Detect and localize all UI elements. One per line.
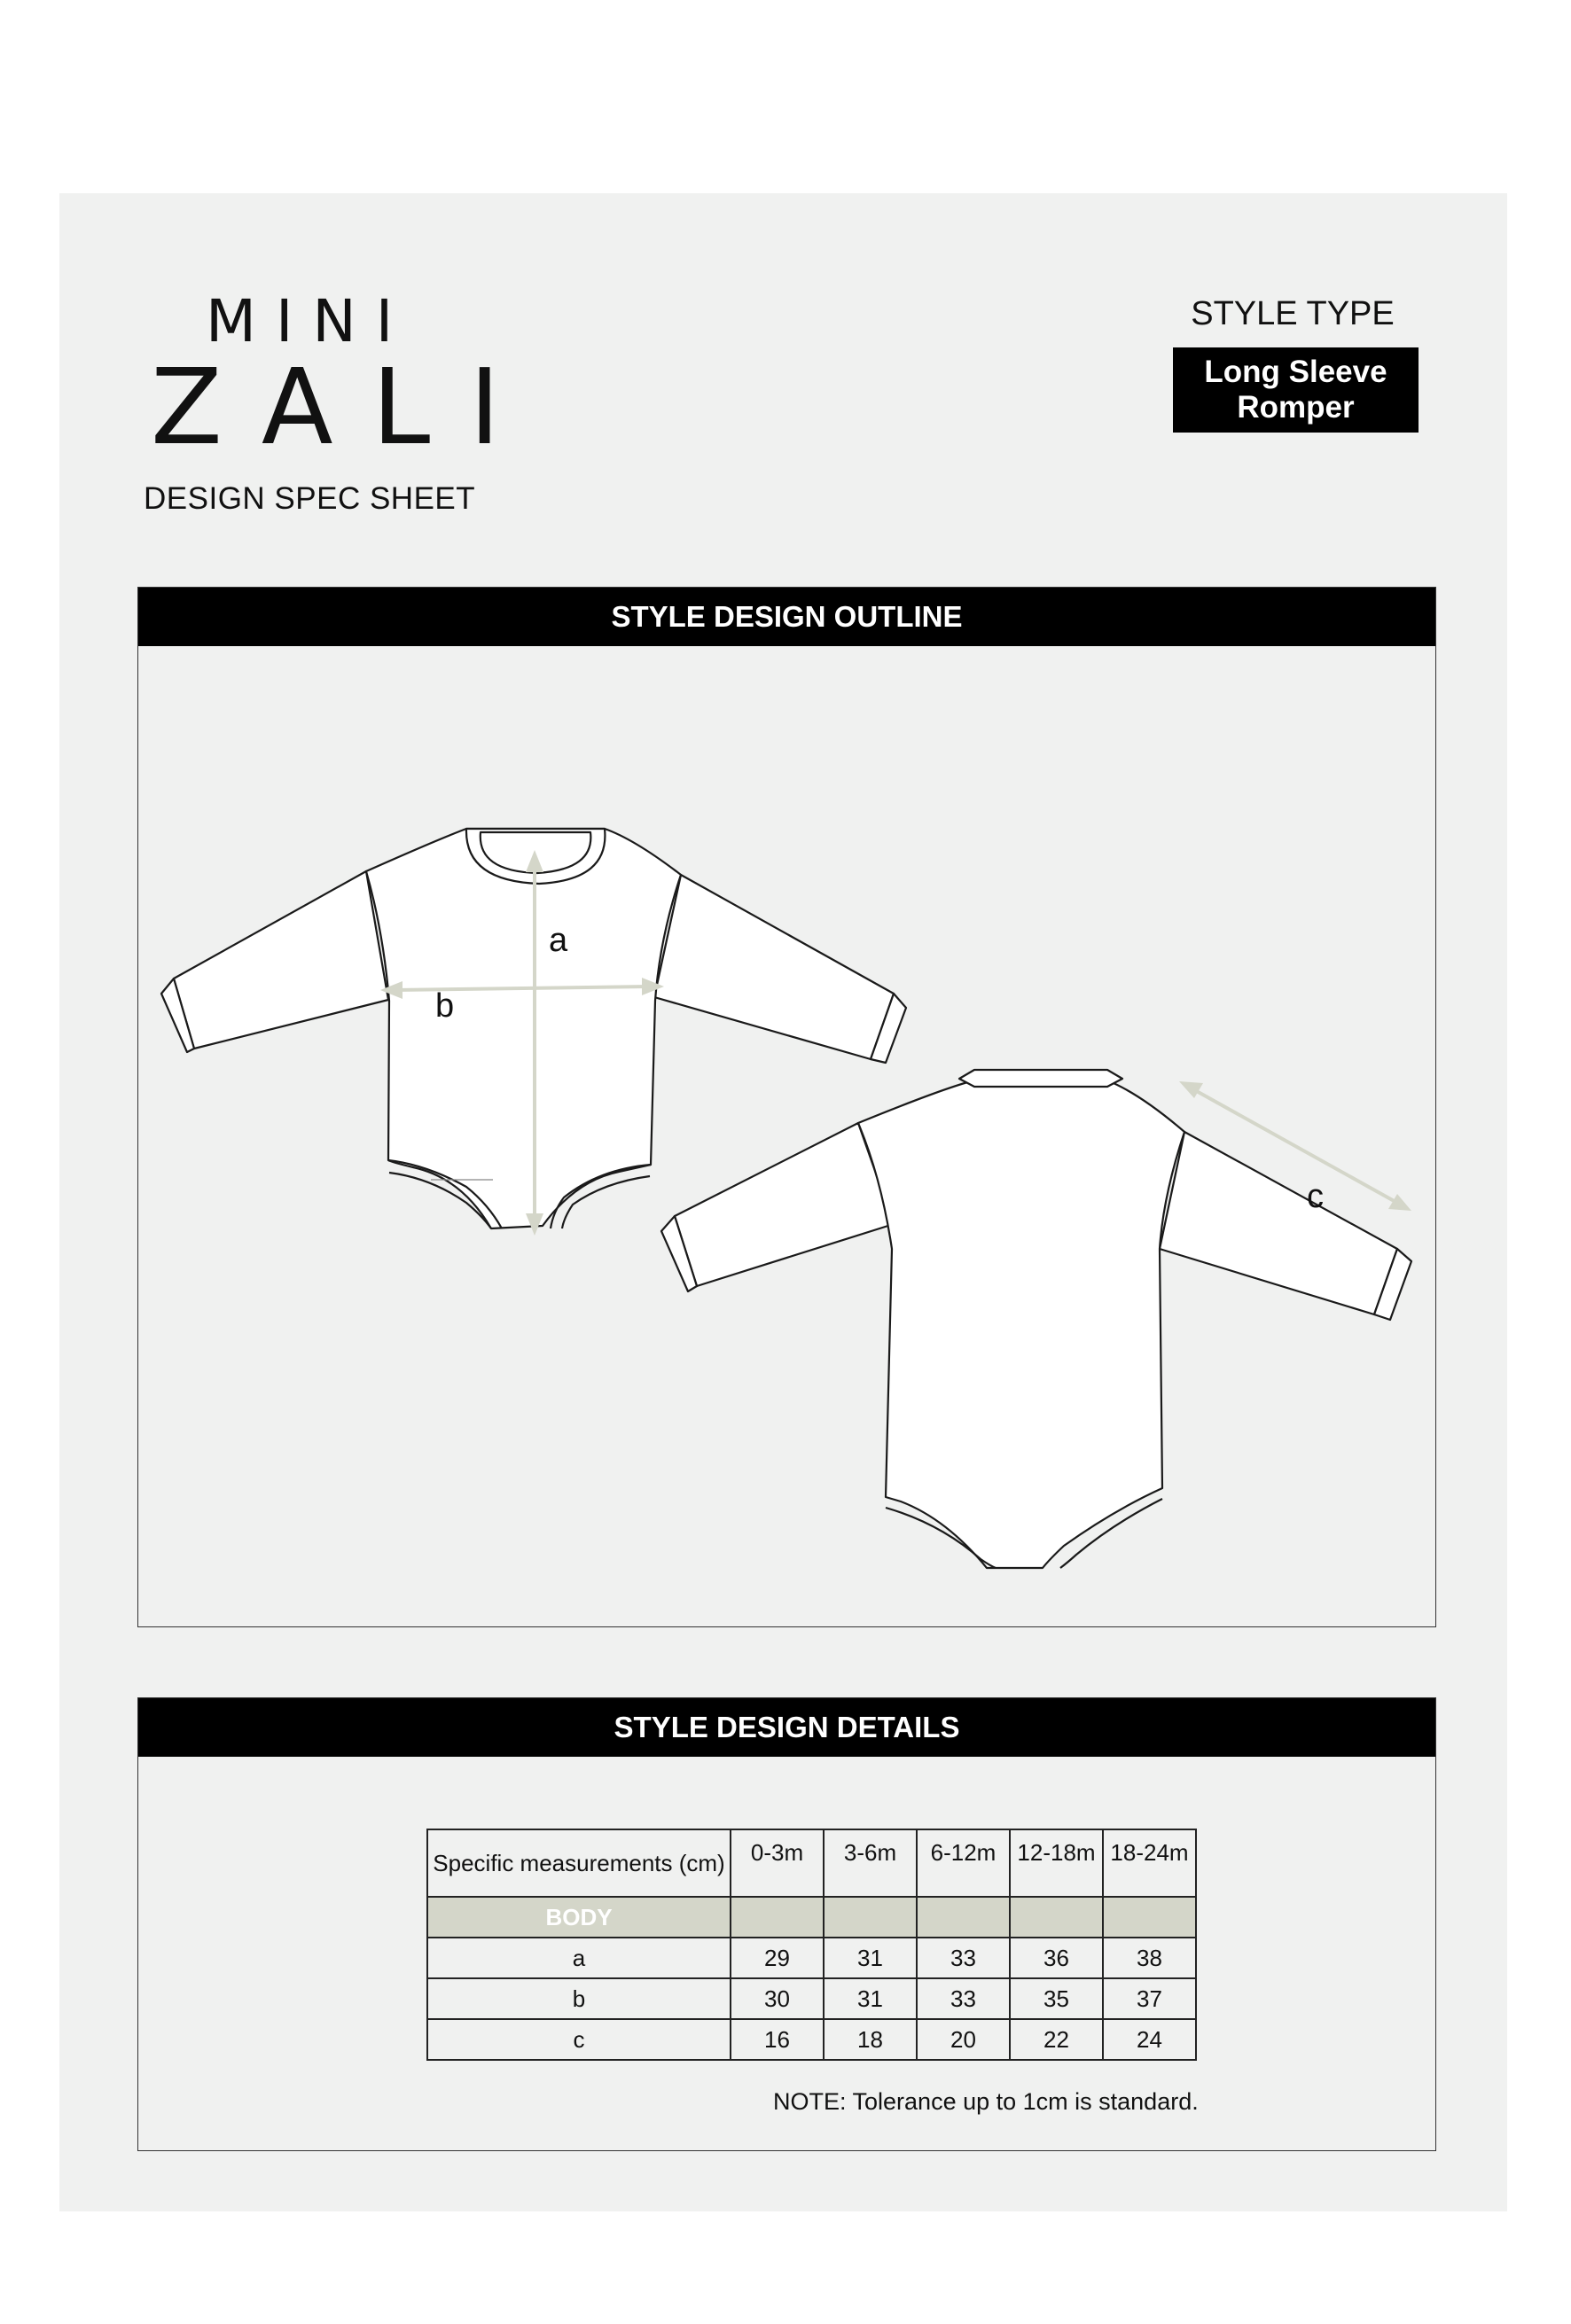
header-size: 6-12m (917, 1829, 1010, 1897)
table-cell: 30 (731, 1978, 824, 2019)
header-size: 12-18m (1010, 1829, 1103, 1897)
section-label: BODY (427, 1897, 731, 1938)
style-design-outline-panel (137, 587, 1436, 1627)
table-cell: 36 (1010, 1938, 1103, 1978)
table-cell: 22 (1010, 2019, 1103, 2060)
back-body (858, 1080, 1184, 1568)
back-left-sleeve (675, 1123, 894, 1286)
back-collar (959, 1070, 1122, 1087)
style-type-label: STYLE TYPE (1191, 295, 1395, 332)
measurement-table (426, 1829, 1197, 2061)
back-right-sleeve (1160, 1132, 1397, 1314)
table-cell: 35 (1010, 1978, 1103, 2019)
table-section-row (427, 1897, 1196, 1938)
document-title: DESIGN SPEC SHEET (144, 481, 476, 516)
table-cell: 37 (1103, 1978, 1196, 2019)
table-cell: 31 (824, 1938, 917, 1978)
garment-drawing (138, 646, 1434, 1626)
row-label: c (427, 2019, 731, 2060)
header-size: 18-24m (1103, 1829, 1196, 1897)
table-cell: 29 (731, 1938, 824, 1978)
header-measurement-label: Specific measurements (cm) (427, 1829, 731, 1897)
outline-panel-title: STYLE DESIGN OUTLINE (138, 588, 1435, 646)
table-cell: 20 (917, 2019, 1010, 2060)
measure-label-b: b (435, 987, 455, 1025)
header-size: 0-3m (731, 1829, 824, 1897)
front-body (366, 829, 681, 1228)
measure-c-arrowhead-bottom (1388, 1194, 1411, 1211)
measure-label-a: a (549, 922, 568, 959)
table-cell: 31 (824, 1978, 917, 2019)
table-row (427, 1938, 1196, 1978)
details-panel-title: STYLE DESIGN DETAILS (138, 1698, 1435, 1757)
header-size: 3-6m (824, 1829, 917, 1897)
logo-line-mini: MINI (206, 287, 413, 355)
table-cell: 18 (824, 2019, 917, 2060)
front-right-sleeve (654, 875, 894, 1059)
table-cell: 24 (1103, 2019, 1196, 2060)
row-label: b (427, 1978, 731, 2019)
measure-label-c: c (1307, 1178, 1324, 1215)
table-header-row (427, 1829, 1196, 1897)
style-type-value-line1: Long Sleeve (1204, 355, 1387, 389)
table-cell: 16 (731, 2019, 824, 2060)
table-cell: 38 (1103, 1938, 1196, 1978)
logo-line-zali: ZALI (151, 346, 540, 468)
table-cell: 33 (917, 1938, 1010, 1978)
front-left-sleeve (174, 871, 388, 1049)
style-type-value-line2: Romper (1237, 390, 1355, 425)
table-row (427, 2019, 1196, 2060)
row-label: a (427, 1938, 731, 1978)
style-design-details-panel (137, 1697, 1436, 2151)
table-row (427, 1978, 1196, 2019)
measure-c-arrowhead-top (1179, 1081, 1203, 1098)
table-cell: 33 (917, 1978, 1010, 2019)
style-type-badge (1173, 347, 1419, 433)
tolerance-note: NOTE: Tolerance up to 1cm is standard. (773, 2088, 1199, 2115)
